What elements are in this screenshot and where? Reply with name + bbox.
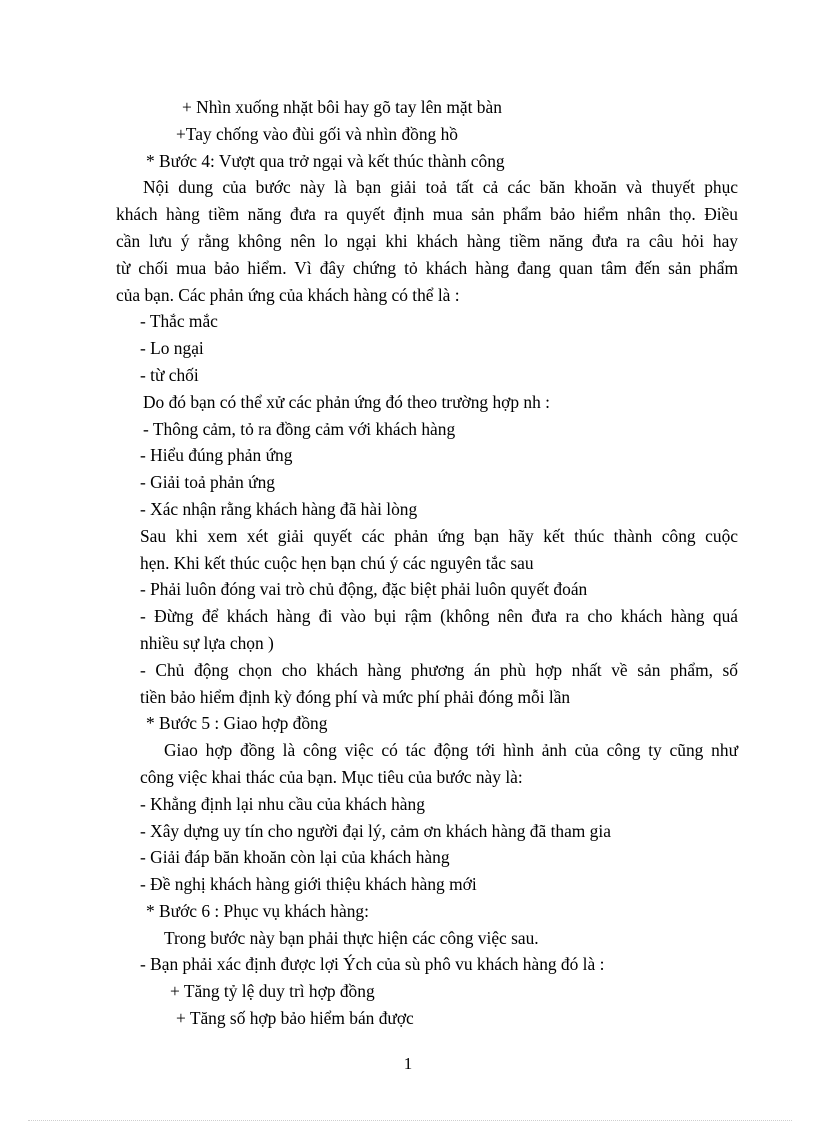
list-item-continuation: tiền bảo hiểm định kỳ đóng phí và mức phí phải đóng mỗi lần (140, 687, 571, 707)
paragraph-line: Trong bước này bạn phải thực hiện các công việc sau. (164, 928, 539, 948)
text-line: + Nhìn xuống nhặt bôi hay gõ tay lên mặt bàn (182, 97, 502, 117)
page-border-dotted (28, 1120, 792, 1121)
list-item: - Xác nhận rằng khách hàng đã hài lòng (140, 499, 418, 519)
list-item: - Giải đáp băn khoăn còn lại của khách hàng (140, 847, 450, 867)
list-item: - Thông cảm, tỏ ra đồng cảm với khách hàng (143, 419, 456, 439)
paragraph-line: từ chối mua bảo hiểm. Vì đây chứng tỏ khách hàng đang quan tâm đến sản phẩm (116, 258, 738, 278)
paragraph-line: hẹn. Khi kết thúc cuộc hẹn bạn chú ý các nguyên tắc sau (140, 553, 534, 573)
list-item: - Khẳng định lại nhu cầu của khách hàng (140, 794, 425, 814)
paragraph-line: của bạn. Các phản ứng của khách hàng có thể là : (116, 285, 460, 305)
list-item: - Lo ngại (140, 338, 204, 358)
paragraph-line: Giao hợp đồng là công việc có tác động tới hình ảnh của công ty cũng như (164, 740, 738, 760)
section-heading: * Bước 6 : Phục vụ khách hàng: (146, 901, 369, 921)
section-heading: * Bước 4: Vượt qua trở ngại và kết thúc thành công (146, 151, 505, 171)
list-item: - từ chối (140, 365, 199, 385)
page-number: 1 (403, 1054, 413, 1073)
list-item: - Hiểu đúng phản ứng (140, 445, 293, 465)
list-item: - Bạn phải xác định được lợi Ých của sù phô vu khách hàng đó là : (140, 954, 605, 974)
list-item: - Phải luôn đóng vai trò chủ động, đặc biệt phải luôn quyết đoán (140, 579, 588, 599)
list-item: - Đề nghị khách hàng giới thiệu khách hàng mới (140, 874, 477, 894)
list-item: - Đừng để khách hàng đi vào bụi rậm (không nên đưa ra cho khách hàng quá (140, 606, 738, 626)
section-heading: * Bước 5 : Giao hợp đồng (146, 713, 328, 733)
list-item: - Chủ động chọn cho khách hàng phương án phù hợp nhất về sản phẩm, số (140, 660, 738, 680)
list-item-continuation: nhiều sự lựa chọn ) (140, 633, 274, 653)
list-item: - Giải toả phản ứng (140, 472, 275, 492)
paragraph-line: Do đó bạn có thể xử các phản ứng đó theo trường hợp nh : (143, 392, 550, 412)
text-line: +Tay chống vào đùi gối và nhìn đồng hồ (176, 124, 458, 144)
sub-list-item: + Tăng tỷ lệ duy trì hợp đồng (170, 981, 375, 1001)
paragraph-line: khách hàng tiềm năng đưa ra quyết định mua sản phẩm bảo hiểm nhân thọ. Điều (116, 204, 738, 224)
sub-list-item: + Tăng số hợp bảo hiểm bán được (176, 1008, 414, 1028)
paragraph-line: Nội dung của bước này là bạn giải toả tất cả các băn khoăn và thuyết phục (143, 177, 738, 197)
paragraph-line: cần lưu ý rằng không nên lo ngại khi khách hàng tiềm năng đưa ra câu hỏi hay (116, 231, 738, 251)
list-item: - Xây dựng uy tín cho người đại lý, cảm ơn khách hàng đã tham gia (140, 821, 611, 841)
paragraph-line: Sau khi xem xét giải quyết các phản ứng bạn hãy kết thúc thành công cuộc (140, 526, 738, 546)
paragraph-line: công việc khai thác của bạn. Mục tiêu của bước này là: (140, 767, 523, 787)
list-item: - Thắc mắc (140, 311, 218, 331)
